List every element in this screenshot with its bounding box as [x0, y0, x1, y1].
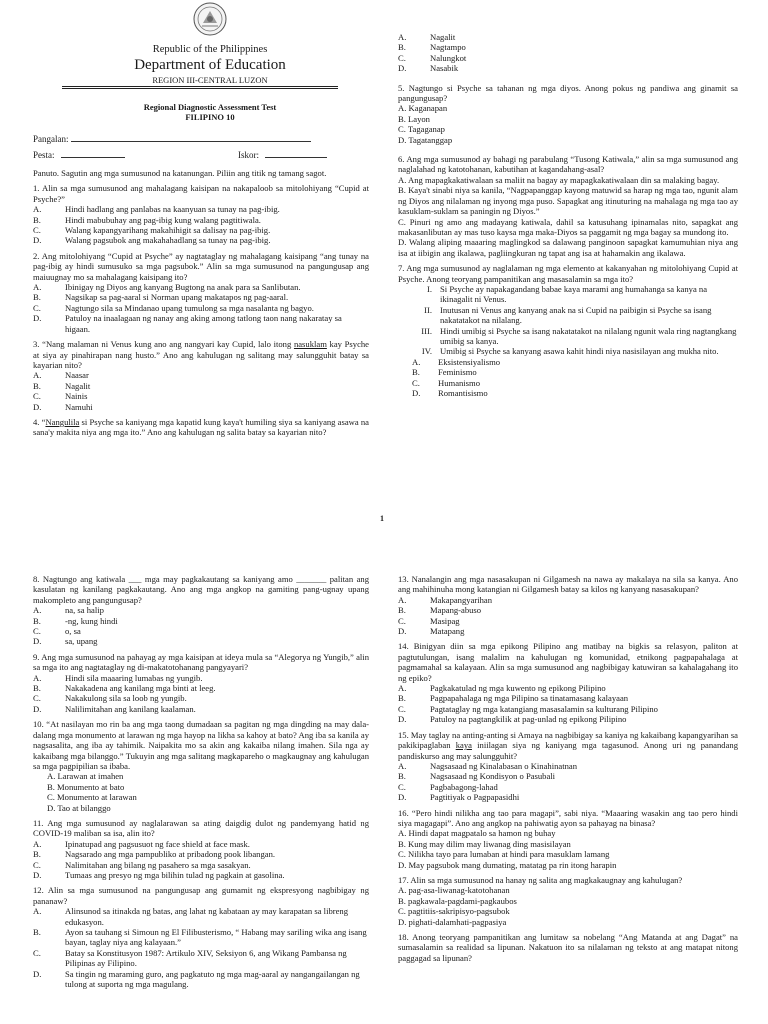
page2-left-column — [33, 574, 369, 989]
q3-option-b[interactable]: B. Nagalit — [33, 380, 91, 391]
q9-option-c[interactable]: C. Nakakulong sila sa loob ng yungib. — [33, 693, 187, 704]
q2-option-d[interactable]: D. Patuloy na inaalagaan ng nanay ang aking among tatlong taon nang nakaratay sa higaan. — [33, 313, 342, 334]
q3-option-a[interactable]: A. Naasar — [33, 370, 89, 381]
score-field[interactable] — [238, 149, 327, 160]
q7-item-3: III. Hindi umibig si Psyche sa isang nakatatakot na nilalang ngunit wala ring nagtangkang umibig sa kanya. — [421, 325, 737, 346]
q2-option-c[interactable]: C. Nagtungo sila sa Mindanao upang tumulong sa mga nasalanta ng bagyo. — [33, 302, 314, 313]
q15-option-a[interactable]: A. Nagsasaad ng Kinalabasan o Kinahinatnan — [398, 760, 578, 771]
q17-option-a[interactable]: A. pag-asa-liwanag-katotohanan — [398, 885, 510, 896]
q15-option-d[interactable]: D. Pagtitiyak o Pagpapasidhi — [398, 792, 520, 803]
subject-title: FILIPINO 10 — [185, 112, 235, 122]
name-label: Pangalan: — [33, 134, 69, 144]
q13-stem: 13. Nanalangin ang mga nasasakupan ni Gilgamesh na nawa ay makalaya na sila sa kanya. Ano ang mahihinuha mong katangian ni Gilgamesh batay sa kilos ng kanyang nasasakupan? — [398, 574, 738, 595]
page1-right-column — [398, 32, 738, 398]
name-field[interactable] — [33, 133, 311, 144]
q13-option-b[interactable]: B. Mapang-abuso — [398, 605, 482, 616]
q3-option-c[interactable]: C. Nainis — [33, 391, 88, 402]
test-title: Regional Diagnostic Assessment Test — [143, 102, 277, 112]
q14-option-a[interactable]: A. Pagkakatulad ng mga kuwento ng epikong Pilipino — [398, 683, 606, 694]
q5-option-a[interactable]: A. Kaganapan — [398, 103, 448, 114]
republic-text: Republic of the Philippines — [152, 44, 268, 55]
q15-option-b[interactable]: B. Nagsasaad ng Kondisyon o Pasubali — [398, 771, 556, 782]
q6-option-b[interactable]: B. Kaya't sinabi niya sa kanila, “Nagpapanggap kayong matuwid sa harap ng mga tao, ngunit alam ng Diyos ang nilalaman ng inyong mga puso. Sapagkat ang itinuturing na mahalaga ng mga tao ay kasuklam-suklam sa paningin ng Diyos.” — [398, 185, 738, 217]
q1-option-c[interactable]: C. Walang kapangyarihang makahihigit sa dalisay na pag-ibig. — [33, 225, 271, 236]
q12-option-b[interactable]: B. Ayon sa tauhang si Simoun ng El Filibusterismo, “ Habang may sariling wika ang isang bayan, taglay niya ang kalayaan.” — [33, 927, 367, 948]
q5-stem: 5. Nagtungo si Psyche sa tahanan ng mga diyos. Anong pokus ng pandiwa ang ginamit sa pangungusap? — [398, 82, 738, 104]
q4-option-b[interactable]: B. Nagtampo — [398, 42, 466, 53]
page1-left-column — [33, 168, 369, 438]
q12-option-d[interactable]: D. Sa tingin ng maraming guro, ang pagkatuto ng mga mag-aaral ay nangangailangan ng tulong at suporta ng mga magulang. — [33, 968, 360, 990]
q11-option-b[interactable]: B. Nagsarado ang mga pampubliko at pribadong pook libangan. — [33, 849, 276, 860]
q3-stem: 3. “Nang malaman ni Venus kung ano ang nangyari kay Cupid, lalo itong nasuklam kay Psyche at siya ay pinahirapan nang husto.” Ano ang kahulugan ng salitang may salungguhit batay sa kayarian nito? — [33, 339, 369, 370]
q16-option-b[interactable]: B. Kung may dilim may liwanag ding masisilayan — [398, 838, 571, 849]
q12-stem: 12. Alin sa mga sumusunod na pangungusap ang gumamit ng ekspresyong nagbibigay ng pananaw? — [33, 885, 369, 906]
department-title: Department of Education — [134, 57, 286, 73]
q1-option-d[interactable]: D. Walang pagsubok ang makahahadlang sa tunay na pag-ibig. — [33, 235, 271, 246]
q9-option-b[interactable]: B. Nakakadena ang kanilang mga binti at leeg. — [33, 683, 216, 694]
q9-option-a[interactable]: A. Hindi sila maaaring lumabas ng yungib. — [33, 672, 203, 683]
q7-item-1: I. Si Psyche ay napakagandang babae kaya marami ang humahanga sa kanya na ikinagalit ni Venus. — [426, 283, 708, 305]
q14-option-b[interactable]: B. Pagpapahalaga ng mga Pilipino sa tinatamasang kalayaan — [398, 693, 629, 704]
q7-option-b[interactable]: B. Feminismo — [412, 367, 477, 378]
q1-option-b[interactable]: B. Hindi mabubuhay ang pag-ibig kung walang pagtitiwala. — [33, 214, 261, 225]
q11-stem: 11. Ang mga sumusunod ay naglalarawan sa ating daigdig dulot ng pandemyang hatid ng COVID-19 maliban sa isa, alin ito? — [33, 817, 369, 839]
section-label: Pesta: — [33, 150, 55, 160]
page-gap — [0, 540, 768, 562]
q8-stem: 8. Nagtungo ang katiwala ___ mga may pagkakautang sa kaniyang amo _______ palitan ang kasulatan ng kanilang pagkakautang. Ano ang mga angkop na gamiting pang-ugnay upang makompleto ang pangungusap? — [33, 574, 369, 605]
q10-option-c[interactable]: C. Monumento at larawan — [47, 792, 137, 803]
q8-option-c[interactable]: C. o, sa — [33, 626, 81, 637]
score-label: Iskor: — [238, 150, 259, 160]
q18-stem: 18. Anong teoryang pampanitikan ang lumitaw sa nobelang “Ang Matanda at ang Dagat” na sumasalamin sa realidad sa lipunan. Nakatuon ito sa nilalaman ng teksto at ang matapat nitong paggagad sa lipunan? — [398, 932, 738, 963]
q13-option-a[interactable]: A. Makapangyarihan — [398, 594, 493, 605]
q3-underlined-word: nasuklam — [293, 339, 327, 350]
q14-option-c[interactable]: C. Pagtataglay ng mga katangiang masasalamin sa kulturang Pilipino — [398, 703, 658, 714]
q5-option-c[interactable]: C. Tagaganap — [398, 124, 445, 135]
q8-option-d[interactable]: D. sa, upang — [33, 636, 98, 647]
q14-stem: 14. Binigyan diin sa mga epikong Pilipino ang matibay na bigkis sa relasyon, paliton at pagtutulungan, isang malalim na kahulugan ng komunidad, etnikong pagpapahalaga at pagmamahal sa kalayaan. Alin sa mga sumusunod ang nagbibigay katuwiran sa kahalagahang ito ng epiko? — [398, 641, 738, 683]
q4-stem: 4. “Nangulila si Psyche sa kaniyang mga kapatid kung kaya't humiling siya sa kaniyang asawa na sana'y makita niya ang mga ito.” Ano ang kahulugan ng salita batay sa kayarian nito? — [33, 416, 369, 438]
score-blank[interactable] — [265, 149, 327, 158]
q8-option-b[interactable]: B. -ng, kung hindi — [33, 615, 118, 626]
q16-option-c[interactable]: C. Nilikha tayo para lumaban at hindi para masuklam lamang — [398, 849, 610, 860]
q15-option-c[interactable]: C. Pagbabagong-lahad — [398, 781, 498, 792]
q6-option-d[interactable]: D. Walang aliping maaaring maglingkod sa dalawang panginoon sapagkat kamumuhian niya ang isa at iibigin ang ikalawa, pagliingkuran ng tapat ang isa at hahamakin ang ikalawa. — [398, 237, 738, 258]
q15-stem: 15. May taglay na anting-anting si Amaya na nagbibigay sa kaniya ng kakaibang kapangyarihan sa pakikipaglaban kaya iniilagan siya ng kaniyang mga tagasunod. Anong uri ng panandang pandiskurso ang may salungguhit? — [398, 729, 738, 761]
q14-option-d[interactable]: D. Patuloy na pagtangkilik at pag-unlad ng epikong Pilipino — [398, 714, 627, 725]
q16-option-a[interactable]: A. Hindi dapat magpatalo sa hamon ng buhay — [398, 828, 556, 839]
q9-stem: 9. Ang mga sumusunod na pahayag ay mga kaisipan at ideya mula sa “Alegorya ng Yungib,” alin sa mga ito ang nagtataglay ng di-makatotohanang pangyayari? — [33, 651, 369, 673]
page2-right-column — [398, 574, 738, 963]
q12-option-c[interactable]: C. Batay sa Konstitusyon 1987: Artikulo XIV, Seksiyon 6, ang Wikang Pambansa ng Pilipinas ay Filipino. — [33, 947, 347, 969]
q13-option-c[interactable]: C. Masipag — [398, 615, 460, 626]
q16-stem: 16. “Pero hindi nilikha ang tao para magapi”, sabi niya. “Maaaring wasakin ang tao pero hindi siya magagapi”. Ano ang angkop na pahiwatig ayon sa pahayag na binasa? — [398, 807, 738, 828]
q4-underlined-word: Nangulila — [45, 416, 80, 427]
q11-option-c[interactable]: C. Nalimitahan ang bilang ng pasahero sa mga sasakyan. — [33, 859, 251, 870]
q6-option-a[interactable]: A. Ang mapagkakatiwalaan sa maliit na bagay ay mapagkakatiwalaan din sa malaking bagay. — [398, 174, 720, 185]
q4-option-c[interactable]: C. Nalungkot — [398, 52, 467, 63]
q3-option-d[interactable]: D. Namuhi — [33, 401, 93, 412]
header-divider-2 — [62, 88, 338, 89]
q17-option-b[interactable]: B. pagkawala-pagdami-pagkaubos — [398, 895, 517, 906]
q17-option-d[interactable]: D. pighati-dalamhati-pagpasiya — [398, 916, 507, 927]
q8-option-a[interactable]: A. na, sa halip — [33, 605, 104, 616]
q1-option-a[interactable]: A. Hindi hadlang ang panlabas na kaanyuan sa tunay na pag-ibig. — [33, 204, 280, 215]
q7-option-d[interactable]: D. Romantisismo — [412, 388, 488, 398]
q7-item-2: II. Inutusan ni Venus ang kanyang anak na si Cupid na paibigin si Psyche sa isang nakatatakot na nilalang. — [424, 304, 712, 326]
region-text: REGION III-CENTRAL LUZON — [152, 75, 268, 85]
q5-option-b[interactable]: B. Layon — [398, 113, 430, 124]
q11-option-d[interactable]: D. Tumaas ang presyo ng mga bilihin tulad ng pagkain at gasolina. — [33, 869, 285, 880]
q5-option-d[interactable]: D. Tagatanggap — [398, 134, 453, 145]
q15-underlined-word: kaya — [455, 740, 472, 751]
q6-option-c[interactable]: C. Pinuri ng amo ang madayang katiwala, dahil sa katusuhang ipinamalas nito, sapagkat ang makasanlibutan ay mas tuso kaysa mga maka-Diyos sa paggamit ng mga bagay sa mundong ito. — [398, 216, 738, 237]
q16-option-d[interactable]: D. May pagsubok mang dumating, matatag pa rin itong harapin — [398, 859, 617, 870]
q10-option-b[interactable]: B. Monumento at bato — [47, 781, 125, 792]
q7-option-c[interactable]: C. Humanismo — [412, 377, 481, 388]
q7-option-a[interactable]: A. Eksistensiyalismo — [412, 356, 501, 367]
q11-option-a[interactable]: A. Ipinatupad ang pagsusuot ng face shield at face mask. — [33, 838, 250, 849]
q2-option-b[interactable]: B. Nagsikap sa pag-aaral si Norman upang makatapos ng pag-aaral. — [33, 292, 289, 303]
section-blank[interactable] — [61, 149, 125, 158]
name-blank[interactable] — [71, 133, 311, 142]
q7-stem: 7. Ang mga sumusunod ay naglalaman ng mga elemento at kakanyahan ng mitolohiyang Cupid at Psyche. Anong teoryang pampanitikan ang masasalamin sa mga ito? — [398, 263, 738, 284]
q1-stem: 1. Alin sa mga sumusunod ang mahalagang kaisipan na nakapaloob sa mitolohiyang “Cupid at Psyche?” — [33, 183, 369, 204]
q9-option-d[interactable]: D. Nalilimitahan ang kanilang kaalaman. — [33, 703, 196, 714]
q4-option-a[interactable]: A. Nagalit — [398, 32, 456, 42]
q10-option-a[interactable]: A. Larawan at imahen — [47, 771, 124, 782]
q2-stem: 2. Ang mitolohiyang “Cupid at Psyche” ay nagtataglay ng mahalagang kaisipang “ang tunay na pag-ibig ay hindi sumusuko sa mga pagsubok.” Alin sa mga sumusunod na pangungusap ang maiuugnay mo sa mahalagang kaisipang ito? — [33, 250, 369, 282]
q17-option-c[interactable]: C. pagtitiis-sakripisyo-pagsubok — [398, 906, 510, 917]
header-divider — [62, 86, 338, 87]
deped-seal-icon — [193, 2, 227, 36]
q6-stem: 6. Ang mga sumusunod ay bahagi ng parabulang “Tusong Katiwala,” alin sa mga sumusunod ang naglalahad ng katotohanan, kabutihan at kagandahang-asal? — [398, 154, 738, 175]
page-2 — [0, 562, 768, 1024]
q12-option-a[interactable]: A. Alinsunod sa itinakda ng batas, ang lahat ng kabataan ay may karapatan sa libreng edukasyon. — [33, 906, 349, 927]
q4-option-d[interactable]: D. Nasabik — [398, 63, 459, 74]
page-number: 1 — [380, 514, 384, 523]
q17-stem: 17. Alin sa mga sumusunod na hanay ng salita ang magkakaugnay ang kahulugan? — [398, 874, 683, 885]
q2-option-a[interactable]: A. Ibinigay ng Diyos ang kanyang Bugtong na anak para sa Sanlibutan. — [33, 282, 301, 293]
section-field[interactable] — [33, 149, 125, 160]
q10-stem: 10. “At nasilayan mo rin ba ang mga taong dumadaan sa pagitan ng mga dingding na may dala-dalang mga monumento at larawan ng mga hayop na likha sa kahoy at bato? Ang iba sa kanila ay nagsasalita, ang iba ay tahimik. Naipakita mo sa akin ang kakaiba nilang imahen. Sila nga ay kakaibang mga bilanggo.” Tukuyin ang mga salitang magkapareho o magkaugnay ang kahulugan sa mga pagpipilian sa ibaba. — [33, 719, 369, 771]
q7-item-4: IV. Umibig si Psyche sa kanyang asawa kahit hindi niya nasisilayan ang mukha nito. — [421, 346, 719, 357]
q13-option-d[interactable]: D. Matapang — [398, 626, 465, 637]
instructions: Panuto. Sagutin ang mga sumusunod na katanungan. Piliin ang titik ng tamang sagot. — [33, 168, 327, 178]
q10-option-d[interactable]: D. Tao at bilanggo — [47, 802, 111, 813]
